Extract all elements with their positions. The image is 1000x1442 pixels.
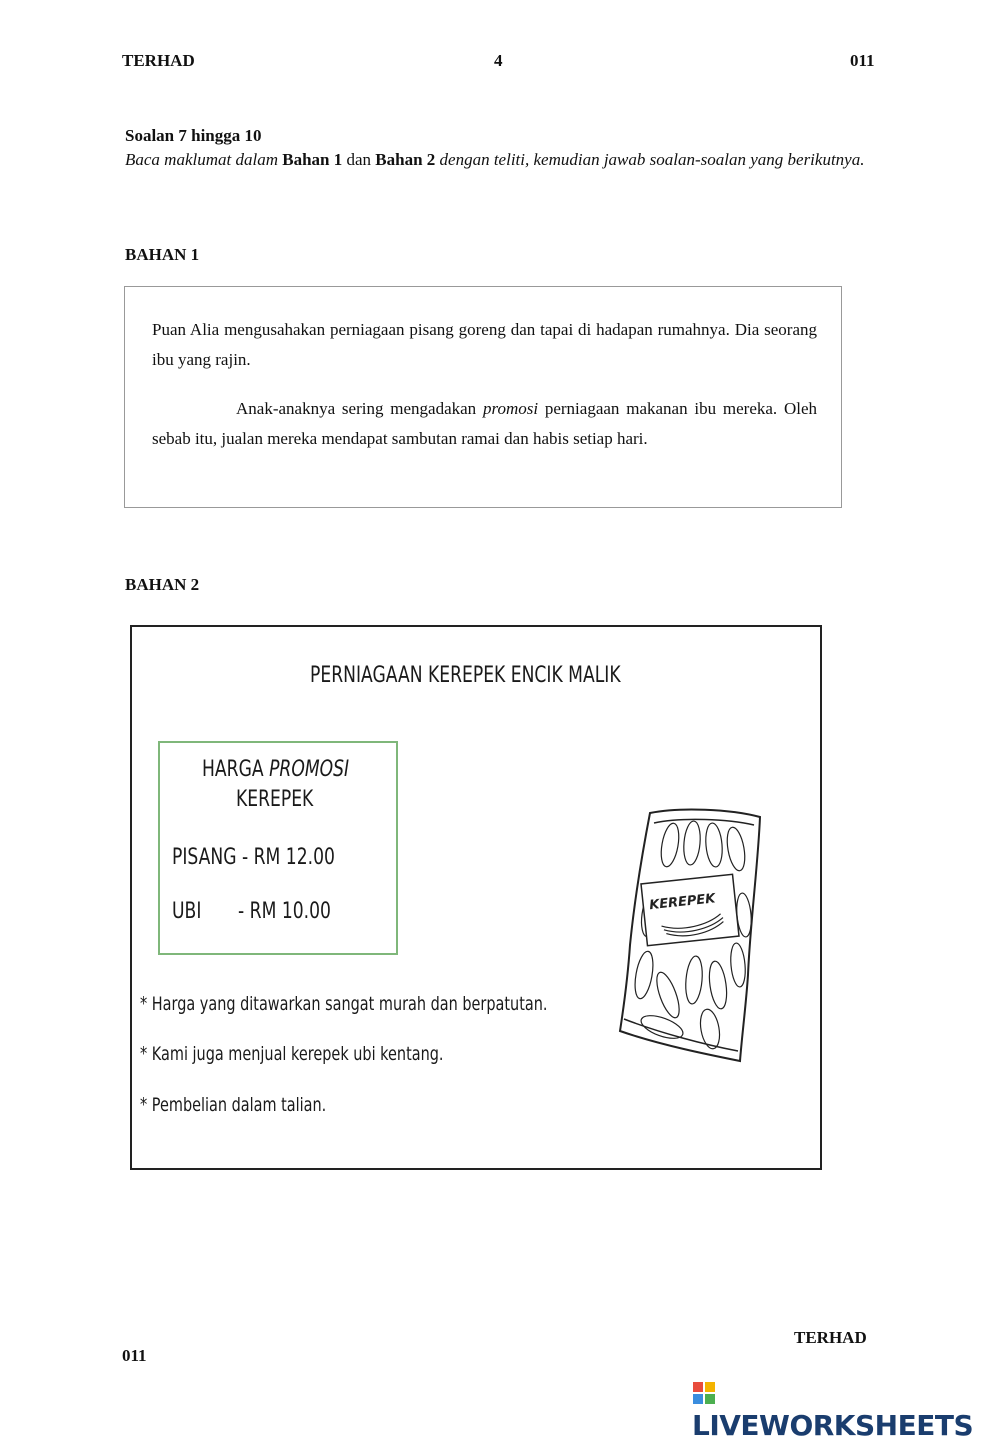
bahan1-para2-italic: promosi [482,399,539,418]
instruction-title: Soalan 7 hingga 10 [125,126,262,145]
instruction-bahan2: Bahan 2 [375,150,436,169]
poster-bullet: * Harga yang ditawarkan sangat murah dan berpatutan. [140,993,548,1015]
bahan1-paragraph-2 [152,394,817,454]
kerepek-bag-illustration [610,805,770,1065]
header-code: 011 [850,51,875,70]
price-heading-2: KEREPEK [236,787,314,812]
poster-bullet: * Kami juga menjual kerepek ubi kentang. [140,1043,444,1065]
instruction-part2: dengan teliti, kemudian jawab soalan-soalan yang berikutnya. [435,150,865,169]
bahan1-para2-b: perniagaan makanan ibu mereka. Oleh sebab itu, jualan mereka mendapat sambutan ramai dan habis setiap hari. [152,399,817,448]
poster-title: PERNIAGAAN KEREPEK ENCIK MALIK [310,663,621,688]
instruction-bahan1: Bahan 1 [282,150,343,169]
price-ubi-value: - RM 10.00 [238,899,331,924]
bahan1-label: BAHAN 1 [125,245,200,264]
price-heading-italic: PROMOSI [269,757,350,782]
footer-terhad: TERHAD [794,1328,867,1347]
bahan2-label: BAHAN 2 [125,575,200,594]
liveworksheets-logo-icon [692,1381,716,1405]
price-heading-a: HARGA [202,757,270,782]
bahan1-paragraph-1: Puan Alia mengusahakan perniagaan pisang goreng dan tapai di hadapan rumahnya. Dia seorang ibu yang rajin. [152,320,817,369]
instruction-dan: dan [342,150,376,169]
instruction-part1: Baca maklumat dalam [125,150,283,169]
poster-bullet: * Pembelian dalam talian. [140,1094,327,1116]
bag-label: KEREPEK [648,891,717,914]
liveworksheets-watermark [692,1376,1000,1442]
price-box [158,741,398,955]
header-terhad: TERHAD [122,51,195,70]
footer-code: 011 [122,1346,147,1365]
price-heading [202,757,349,782]
instruction-text [125,148,870,171]
page-number: 4 [494,51,503,70]
price-pisang: PISANG - RM 12.00 [172,845,335,870]
bahan2-poster [130,625,822,1170]
bahan1-para2-a: Anak-anaknya sering mengadakan [236,399,483,418]
price-ubi-label: UBI [172,899,202,924]
bahan1-box [124,286,842,508]
watermark-text: LIVEWORKSHEETS [692,1409,974,1442]
